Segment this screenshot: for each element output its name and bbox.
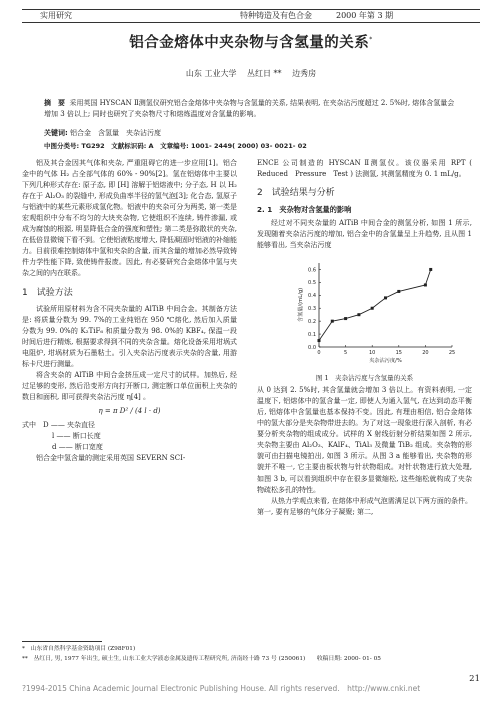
keywords-label: 关键词: [44, 129, 68, 137]
y-tick-label: 0.6 [308, 267, 316, 274]
section-2-heading: 2 试验结果与分析 [257, 188, 335, 199]
data-point [331, 319, 334, 322]
data-point [318, 339, 321, 342]
data-point [397, 290, 400, 293]
page-title [0, 33, 502, 55]
y-tick-label: 0.0 [308, 344, 316, 351]
series-line [319, 269, 431, 340]
x-tick-label: 20 [422, 349, 429, 356]
formula-legend-1: 式中 D —— 夹杂直径 [22, 421, 96, 430]
data-point [371, 307, 374, 310]
header-section: 实用研究 [40, 11, 72, 20]
data-point [424, 283, 427, 286]
method-tail: 铝合金中氢含量的测定采用英国 SEVERN SCI- [36, 454, 186, 463]
data-point [429, 268, 432, 271]
header-issue: 2000 年第 3 期 [336, 11, 394, 20]
results-paragraph-2: 从 0 达到 2. 5%时, 其含氢量就会增加 3 倍以上。有资料表明, 一定温度下, 铝熔体中的氢含量一定, 即使人为通入氢气, 在达到动态平衡后, 铝熔体中含氢量也基本保持不变。因此, 有理由相信, 铝合金熔体中的氢大部分是夹杂物带进去的。为了对这一现象进行深入剖析, 有必要分析夹杂物的组成成分。试样的 X 射线衍射分析结果如图 2 所示, 夹杂物主要由 Al₂O₃、KAlF₄、TiAl₃ 及微量 TiB₂ 组成。夹杂物的形貌可由扫描电镜拍出, 如图 3 所示。从图 3 a 能够看出, 夹杂物的形貌并不唯一, 它主要由板状物与针状物组成。对针状物进行放大处理, 如图 3 b, 可以看到组织中存在很多显微缩松, 这些缩松就构成了夹杂物疏松多孔的特性。 [257, 386, 472, 494]
page-number: 21 [469, 674, 480, 684]
classification: 中图分类号: TG292 文献标识码: A 文章编号: 1001- 2449( 2000) 03- 0021- 02 [44, 142, 307, 150]
results-paragraph-1: 经过对不同夹杂量的 AlTiB 中间合金的测氢分析, 如图 1 所示, 发现随着夹杂沾污度的增加, 铝合金中的含氢量呈上升趋势, 且从图 1 能够看出, 当夹杂沾污度 [257, 218, 472, 249]
x-tick-label: 0 [317, 349, 321, 356]
abstract-text: 采用英国 HYSCAN Ⅱ测氢仪研究铝合金熔体中夹杂物与含氢量的关系, 结果表明, 在夹杂沾污度超过 2. 5%时, 熔体含氢量会增加 3 倍以上; 同时也研究了夹杂物尺寸和熔炼温度对含氢量的影响。 [44, 99, 455, 118]
formula-legend-2: l —— 断口长度 [52, 432, 101, 441]
footnote-author: ** 丛红日, 男, 1977 年出生, 硕士生, 山东工业大学液态金属及遗传工程研究所, 济南经十路 73 号 (250061) 收稿日期: 2000- 01- 05 [22, 656, 381, 662]
method-paragraph: 试验所用原材料为含不同夹杂量的 AlTiB 中间合金。其制备方法是: 将质量分数为 99. 7%的工业纯铝在 950 ℃熔化, 然后加入质量分数为 99. 0%的 K₂TiF₆ 和质量分数为 98. 0%的 KBF₄, 保温一段时间后进行精炼, 根据要求得到不同的夹杂含量。熔化设备采用坩埚式电阻炉, 坩埚材质为石墨粘土。引入夹杂沾污度表示夹杂的含量, 用游标卡尺进行测量。 [22, 304, 237, 368]
copyright-notice: ?1994-2015 China Academic Journal Electronic Publishing House. All rights reserved. http://www.cnki.net [22, 684, 421, 693]
y-tick-label: 0.3 [308, 305, 316, 312]
header-rule-bottom [22, 22, 480, 23]
x-tick-label: 10 [369, 349, 376, 356]
y-tick-label: 0.1 [308, 331, 316, 338]
keywords [44, 128, 458, 139]
data-point [344, 317, 347, 320]
results-paragraph-3: 从热力学观点来看, 在熔体中形成气泡需满足以下两方面的条件。第一, 要有足够的气体分子凝聚; 第二, [257, 496, 472, 516]
y-tick-label: 0.5 [308, 280, 316, 287]
header-journal: 特种铸造及有色合金 [240, 11, 312, 20]
figure-1 [257, 255, 472, 383]
data-point [384, 296, 387, 299]
intro-paragraph: 铝及其合金因其气体和夹杂, 严重阻碍它的进一步应用[1]。铝合金中的气体 H₂ 占全部气体的 60% - 90%[2]。氢在铝熔体中主要以下列几种形式存在: 原子态, 即 [H] 溶解于铝熔液中; 分子态, H 以 H₂ 存在于 Al₂O₃ 的裂缝中, 形成负曲率半径的氢气泡[3]; 化合态, 氢原子与铝液中的某些元素形成氢化物。铝液中的夹杂可分为两类, 第一类是宏观组织中分布不均匀的大块夹杂物, 它使组织不连续, 铸件渗漏, 或成为腐蚀的根源, 明显降低合金的强度和塑性; 第二类是弥散状的夹杂, 在低倍显微镜下看不到。它使铝液粘度增大, 降低凝固时铝液的补缩能力。目前很难控制熔体中氢和夹杂的含量, 而其含量的增加必然导致铸件力学性能下降, 致使铸件报废。因此, 有必要研究合金熔体中氢与夹杂之间的内在联系。 [22, 159, 237, 278]
abstract-label: 摘 要 [44, 99, 65, 107]
x-tick-label: 15 [395, 349, 402, 356]
x-tick-label: 25 [448, 349, 456, 356]
title-text: 铝合金熔体中夹杂物与含氢量的关系 [129, 35, 370, 51]
title-footnote-mark: * [369, 36, 373, 44]
abstract [44, 98, 458, 120]
hyscan-paragraph: ENCE 公司制造的 HYSCAN Ⅱ测氢仪。该仪器采用 RPT ( Reduced Pressure Test ) 法测氢, 其测氢精度为 0. 1 mL/g。 [257, 159, 472, 179]
left-column [22, 158, 237, 464]
footnote-funding: * 山东省自然科学基金资助项目 (Z98F01) [22, 646, 136, 652]
y-axis-label: 含氢量/(mL/g) [298, 287, 304, 322]
right-column [257, 158, 472, 518]
footnote-rule [22, 641, 102, 642]
data-point [357, 313, 360, 316]
y-tick-label: 0.4 [308, 292, 316, 299]
figure-1-caption: 图 1 夹杂沾污度与含氢量的关系 [315, 373, 414, 382]
y-tick-label: 0.2 [308, 318, 316, 325]
figure-1-chart [257, 255, 472, 367]
x-tick-label: 5 [344, 349, 348, 356]
keywords-text: 铝合金 含氢量 夹杂沾污度 [70, 129, 162, 137]
section-1-heading: 1 试验方法 [22, 287, 73, 298]
formula-legend-3: d —— 断口宽度 [52, 443, 103, 452]
x-axis-label: 夹杂沾污度/% [369, 357, 402, 364]
method-paragraph-2: 将含夹杂的 AlTiB 中间合金挤压成一定尺寸的试样。加热后, 经过足够的变形, 然后沿变形方向打开断口, 测定断口单位面积上夹杂的数目和面积, 即可获得夹杂沾污度 η[4] 。 [22, 371, 237, 402]
authors: 山东 工业大学 丛红日 ** 边秀房 [185, 69, 317, 78]
formula: η = π D² / (4 l · d) [98, 407, 161, 416]
subsection-2-1-heading: 2. 1 夹杂物对含氢量的影响 [257, 205, 352, 215]
